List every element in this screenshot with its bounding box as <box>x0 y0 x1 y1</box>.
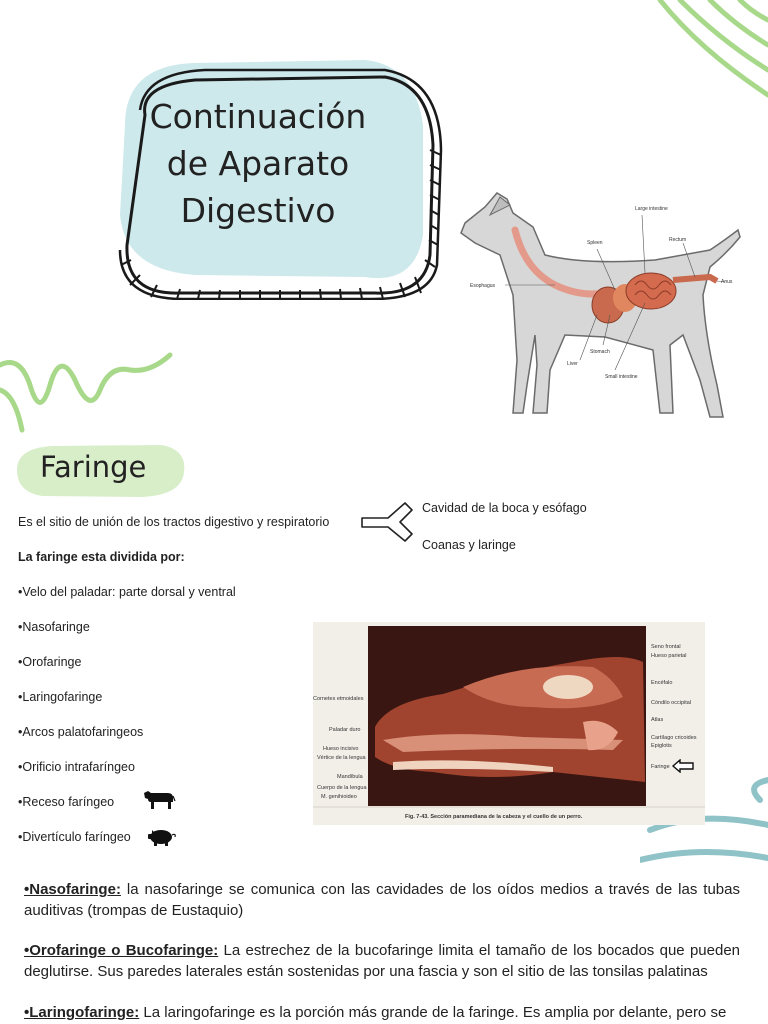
label-rectum: Rectum <box>669 237 687 243</box>
list-item: •Nasofaringe <box>18 620 90 634</box>
label-large-intestine: Large intestine <box>635 206 668 212</box>
figure-caption: Fig. 7-43. Sección paramediana de la cabeza y el cuello de un perro. <box>405 814 583 820</box>
branch-bottom-text: Coanas y laringe <box>422 538 516 552</box>
head-section-photo <box>313 622 705 825</box>
label-condilo: Cóndilo occipital <box>651 700 692 706</box>
term: •Orofaringe o Bucofaringe: <box>24 942 219 959</box>
paragraph-text: La laringofaringe es la porción más grande de la faringe. Es amplia por delante, pero se <box>139 1004 727 1021</box>
term: •Nasofaringe: <box>24 881 121 898</box>
term: •Laringofaringe: <box>24 1004 140 1021</box>
label-small-intestine: Small intestine <box>605 374 638 380</box>
list-item: •Velo del paladar: parte dorsal y ventral <box>18 585 236 599</box>
dog-digestive-diagram <box>455 185 745 425</box>
division-title: La faringe esta dividida por: <box>18 550 185 564</box>
label-esophagus: Esophagus <box>470 283 496 289</box>
label-atlas: Atlas <box>651 717 664 723</box>
label-cornetes: Cornetes etmoidales <box>313 696 364 702</box>
green-scribble-top-right <box>640 0 768 110</box>
paragraph-nasofaringe <box>24 879 740 921</box>
list-item: •Divertículo faríngeo <box>18 830 131 844</box>
paragraph-laringofaringe <box>24 1002 740 1024</box>
label-stomach: Stomach <box>590 349 610 355</box>
label-spleen: Spleen <box>587 240 603 246</box>
label-seno-frontal: Seno frontal <box>651 644 681 650</box>
cow-icon <box>142 788 176 810</box>
list-item: •Arcos palatofaringeos <box>18 725 144 739</box>
arrow-left-icon <box>671 759 695 773</box>
title-line-3: Digestivo <box>180 191 336 230</box>
title-frame <box>85 55 445 300</box>
section-title: Faringe <box>40 450 147 484</box>
list-item: •Laringofaringe <box>18 690 103 704</box>
label-encefalo: Encéfalo <box>651 680 673 686</box>
label-hueso-incisivo: Hueso incisivo <box>323 746 359 752</box>
label-anus: Anus <box>721 279 733 285</box>
label-mandibula: Mandíbula <box>337 774 363 780</box>
paragraph-text: la nasofaringe se comunica con las cavidades de los oídos medios a través de las tubas auditivas (trompas de Eustaquio) <box>24 881 740 919</box>
green-scribble-left <box>0 345 175 435</box>
title-line-1: Continuación <box>149 97 367 136</box>
section-heading <box>12 440 192 500</box>
pig-icon <box>146 827 178 847</box>
label-hueso-parietal: Hueso parietal <box>651 653 687 659</box>
title-line-2: de Aparato <box>166 144 350 183</box>
branch-arrow-icon <box>360 500 415 545</box>
label-cuerpo-lengua: Cuerpo de la lengua <box>317 785 367 791</box>
paragraph-text: La estrechez de la bucofaringe limita el tamaño de los bocados que pueden deglutirse. Sus paredes laterales están sostenidas por una fascia y son el sitio de las tonsilas palatinas <box>24 942 740 980</box>
label-paladar: Paladar duro <box>329 727 361 733</box>
list-item: •Orofaringe <box>18 655 82 669</box>
list-item: •Orificio intrafaríngeo <box>18 760 135 774</box>
list-item: •Receso faríngeo <box>18 795 115 809</box>
label-liver: Liver <box>567 361 578 367</box>
branch-top-text: Cavidad de la boca y esófago <box>422 501 587 515</box>
head-section-figure <box>313 622 705 825</box>
label-vertice-lengua: Vértice de la lengua <box>317 755 366 761</box>
label-epiglotis: Epiglotis <box>651 743 672 749</box>
label-genihioideo: M. genihioideo <box>321 794 357 800</box>
paragraph-orofaringe <box>24 940 740 982</box>
label-faringe: Faringe <box>651 764 670 770</box>
page-title <box>133 93 383 234</box>
label-cricoides: Cartílago cricoides <box>651 735 697 741</box>
intro-text: Es el sitio de unión de los tractos digestivo y respiratorio <box>18 515 330 529</box>
